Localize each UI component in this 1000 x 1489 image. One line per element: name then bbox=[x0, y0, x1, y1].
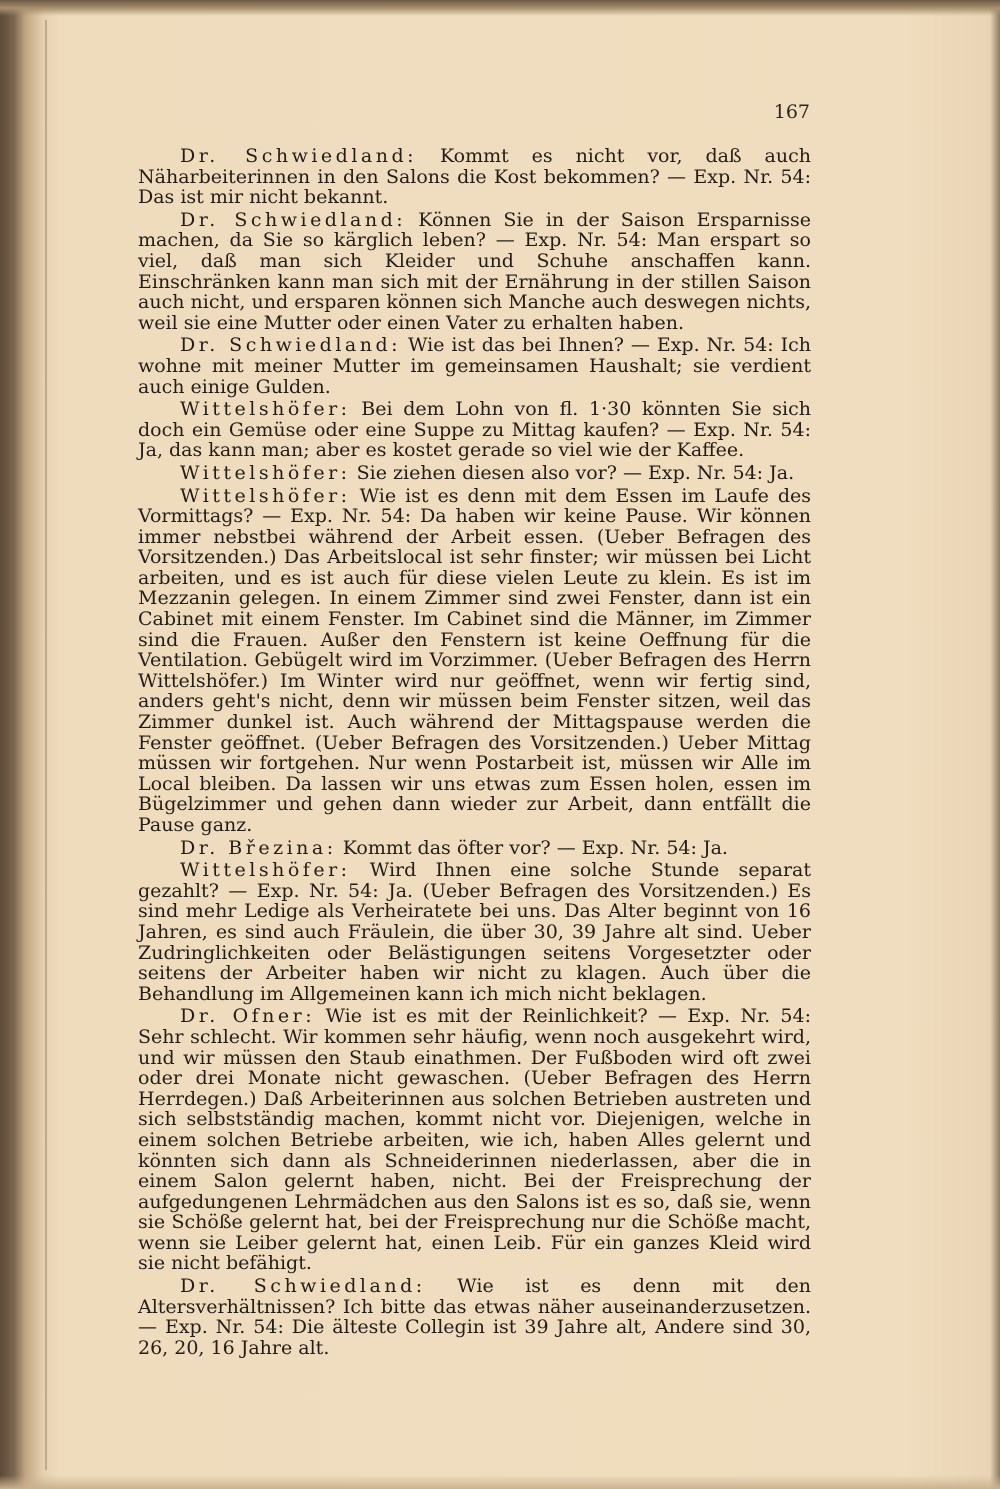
paragraph bbox=[138, 486, 811, 836]
paragraph bbox=[138, 399, 811, 461]
paragraph-text: Wie ist es mit der Reinlichkeit? — Exp. Nr. 54: Sehr schlecht. Wir kommen sehr häufig, wenn noch ausgekehrt wird, und wir müssen den Staub einathmen. Der Fußboden wird oft zwei oder drei Monate nicht gewaschen. (Ueber Befragen des Herrn Herrdegen.) Daß Arbeiterinnen aus solchen Betrieben austreten und sich selbstständig machen, kommt nicht vor. Diejenigen, welche in einem solchen Betriebe arbeiten, wie ich, haben Alles gelernt und könnten sich dann als Schneiderinnen niederlassen, aber die in einem Salon gelernt haben, nicht. Bei der Freisprechung der aufgedungenen Lehrmädchen aus den Salons ist es so, daß sie, wenn sie Schöße gelernt hat, bei der Freisprechung nur die Schöße macht, wenn sie Leiber gelernt hat, einen Leib. Für ein ganzes Kleid wird sie nicht befähigt. bbox=[138, 1005, 811, 1275]
paragraph-text: Können Sie in der Saison Ersparnisse machen, da Sie so kärglich leben? — Exp. Nr. 54: Man erspart so viel, daß man sich Kleider und Schuhe anschaffen kann. Einschränken kann man sich mit der Ernährung in der stillen Saison auch nicht, und ersparen können sich Manche auch deswegen nichts, weil sie eine Mutter oder einen Vater zu erhalten haben. bbox=[138, 208, 811, 334]
paragraph bbox=[138, 1006, 811, 1274]
book-gutter bbox=[45, 20, 47, 1470]
paragraph bbox=[138, 463, 811, 484]
paragraph bbox=[138, 146, 811, 208]
speaker-name: Dr. Ofner: bbox=[180, 1005, 316, 1028]
speaker-name: Wittelshöfer: bbox=[180, 398, 351, 421]
paragraph bbox=[138, 838, 811, 859]
paragraph-text: Kommt es nicht vor, daß auch Näharbeiterinnen in den Salons die Kost bekommen? — Exp. Nr. 54: Das ist mir nicht bekannt. bbox=[138, 145, 811, 209]
paragraph-text: Kommt das öfter vor? — Exp. Nr. 54: Ja. bbox=[342, 836, 728, 859]
paragraph-text: Sie ziehen diesen also vor? — Exp. Nr. 54: Ja. bbox=[356, 461, 795, 484]
page-bottom-edge bbox=[0, 1475, 1000, 1489]
paragraph-text: Wie ist das bei Ihnen? — Exp. Nr. 54: Ich wohne mit meiner Mutter im gemeinsamen Haushalt; sie verdient auch einige Gulden. bbox=[138, 334, 811, 398]
paragraph bbox=[138, 210, 811, 334]
speaker-name: Dr. Březina: bbox=[180, 836, 337, 859]
paragraph-text: Wie ist es denn mit den Altersverhältnissen? Ich bitte das etwas näher auseinanderzusetzen. — Exp. Nr. 54: Die älteste Collegin ist 39 Jahre alt, Andere sind 30, 26, 20, 16 Jahre alt. bbox=[138, 1275, 811, 1359]
paragraph bbox=[138, 860, 811, 1004]
speaker-name: Wittelshöfer: bbox=[180, 859, 351, 882]
paragraph-text: Wird Ihnen eine solche Stunde separat gezahlt? — Exp. Nr. 54: Ja. (Ueber Befragen des Vorsitzenden.) Es sind mehr Ledige als Verheiratete bei uns. Das Alter beginnt von 16 Jahren, es sind auch Fräulein, die über 30, 39 Jahre alt sind. Ueber Zudringlichkeiten oder Belästigungen seitens Vorgesetzter oder seitens der Arbeiter haben wir nicht zu klagen. Auch über die Behandlung im Allgemeinen kann ich mich nicht beklagen. bbox=[138, 859, 811, 1005]
paragraph bbox=[138, 1276, 811, 1358]
speaker-name: Wittelshöfer: bbox=[180, 461, 351, 484]
speaker-name: Dr. Schwiedland: bbox=[180, 208, 407, 231]
page-top-edge bbox=[0, 0, 1000, 16]
speaker-name: Dr. Schwiedland: bbox=[180, 1275, 426, 1298]
transcript-body bbox=[138, 146, 811, 1360]
page-number: 167 bbox=[773, 101, 810, 123]
speaker-name: Dr. Schwiedland: bbox=[180, 145, 418, 167]
paragraph-text: Bei dem Lohn von fl. 1·30 könnten Sie sich doch ein Gemüse oder eine Suppe zu Mittag kaufen? — Exp. Nr. 54: Ja, das kann man; aber es kostet gerade so viel wie der Kaffee. bbox=[138, 398, 811, 462]
paragraph-text: Wie ist es denn mit dem Essen im Laufe des Vormittags? — Exp. Nr. 54: Da haben wir keine Pause. Wir können immer nebstbei während der Arbeit essen. (Ueber Befragen des Vorsitzenden.) Das Arbeitslocal ist sehr finster; wir müssen bei Licht arbeiten, und es ist auch für diese vielen Leute zu klein. Es ist im Mezzanin gelegen. In einem Zimmer sind zwei Fenster, dann ist ein Cabinet mit einem Fenster. Im Cabinet sind die Männer, im Zimmer sind die Frauen. Außer den Fenstern ist keine Oeffnung für die Ventilation. Gebügelt wird im Vorzimmer. (Ueber Befragen des Herrn Wittelshöfer.) Im Winter wird nur geöffnet, wenn wir fertig sind, anders geht's nicht, denn wir müssen beim Fenster sitzen, weil das Zimmer dunkel ist. Auch während der Mittagspause werden die Fenster geöffnet. (Ueber Befragen des Vorsitzenden.) Ueber Mittag müssen wir fortgehen. Nur wenn Postarbeit ist, müssen wir Alle im Local bleiben. Da lassen wir uns etwas zum Essen holen, essen im Bügelzimmer und gehen dann wieder zur Arbeit, dann entfällt die Pause ganz. bbox=[138, 484, 812, 836]
paragraph bbox=[138, 335, 811, 397]
speaker-name: Wittelshöfer: bbox=[180, 484, 351, 507]
speaker-name: Dr. Schwiedland: bbox=[180, 334, 402, 357]
